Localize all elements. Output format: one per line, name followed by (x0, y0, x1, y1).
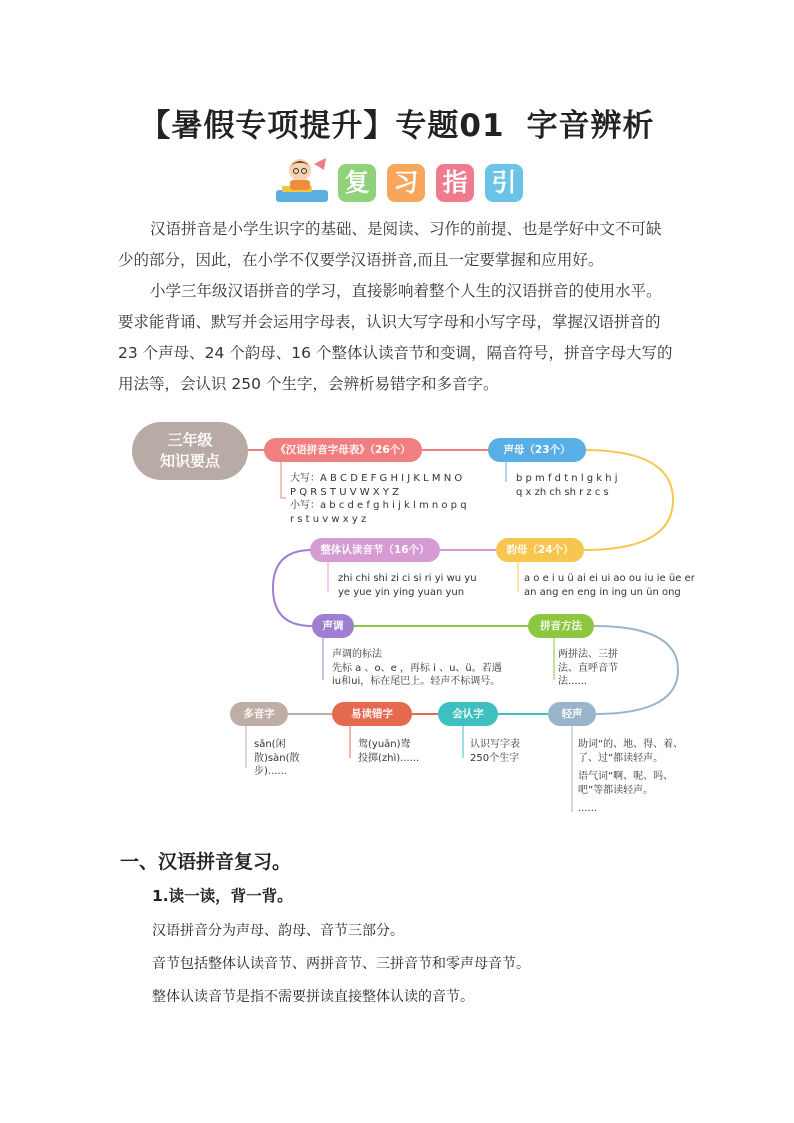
intro-line: 小学三年级汉语拼音的学习，直接影响着整个人生的汉语拼音的使用水平。 (150, 282, 662, 300)
root-line-1: 三年级 (167, 431, 213, 449)
section-subheading: 1.读一读，背一背。 (152, 887, 293, 905)
note-line: 语气词“啊、呢、吗、 (578, 771, 674, 782)
title-number: 01 (459, 108, 505, 144)
note-line: 250个生字 (470, 752, 520, 764)
mindmap-root (132, 422, 248, 480)
intro-line: 23 个声母、24 个韵母、16 个整体认读音节和变调，隔音符号，拼音字母大写的 (118, 344, 673, 362)
node-neutral-tone: 轻声 (548, 702, 596, 726)
node-tones: 声调 (312, 614, 354, 638)
note-line: 法...... (558, 676, 588, 687)
guide-tile-1: 复 (338, 164, 376, 202)
node-method: 拼音方法 (528, 614, 594, 638)
section-line: 整体认读音节是指不需要拼读直接整体认读的音节。 (152, 989, 474, 1005)
note-line: 小写：a b c d e f g h i j k l m n o p q (290, 500, 467, 511)
note-line: q x zh ch sh r z c s (516, 486, 609, 498)
node-mispronounced: 易读错字 (332, 702, 412, 726)
guide-tile-3: 指 (436, 164, 474, 202)
intro-line: 汉语拼音是小学生识字的基础、是阅读、习作的前提、也是学好中文不可缺 (150, 220, 662, 238)
knowledge-mindmap (118, 412, 695, 822)
note-line: 声调的标法 (332, 649, 382, 660)
node-recognize: 会认字 (438, 702, 498, 726)
note-line: 两拼法、三拼 (558, 649, 618, 660)
note-line: 步)...... (254, 766, 287, 777)
note-line: ye yue yin ying yuan yun (338, 586, 465, 598)
note-line: an ang en eng in ing un ün ong (524, 586, 681, 598)
node-initials: 声母（23个） (488, 438, 586, 462)
node-finals: 韵母（24个） (496, 538, 584, 562)
intro-line: 用法等，会认识 250 个生字，会辨析易错字和多音字。 (118, 375, 499, 393)
node-polyphonic: 多音字 (230, 702, 288, 726)
note-tones (332, 648, 502, 689)
guide-tile-2: 习 (387, 164, 425, 202)
section-line: 音节包括整体认读音节、两拼音节、三拼音节和零声母音节。 (152, 956, 530, 972)
page-title (0, 100, 794, 145)
note-mispronounced (358, 738, 419, 765)
note-line: 了、过”都读轻声。 (578, 752, 664, 764)
student-reading-icon (270, 156, 332, 208)
intro-text (118, 214, 688, 400)
note-neutral-tone (578, 738, 683, 816)
note-line: 鸳(yuān)鸯 (358, 739, 411, 750)
note-line: 先标 a 、o、e ，再标 i 、u、ü。若遇 (332, 662, 502, 674)
note-line: 法、直呼音节 (558, 662, 618, 674)
section-heading: 一、汉语拼音复习。 (120, 851, 292, 873)
note-line: r s t u v w x y z (290, 513, 367, 525)
node-whole-syllables: 整体认读音节（16个） (310, 538, 440, 562)
note-recognize (470, 738, 520, 765)
note-polyphonic (254, 738, 299, 779)
note-line: P Q R S T U V W X Y Z (290, 486, 399, 498)
note-line: zhi chi shi zi ci si ri yi wu yu (338, 573, 477, 584)
note-initials (516, 472, 618, 499)
intro-line: 少的部分，因此，在小学不仅要学汉语拼音,而且一定要掌握和应用好。 (118, 251, 604, 269)
note-method (558, 648, 618, 689)
note-line: 大写：A B C D E F G H I J K L M N O (290, 473, 463, 484)
title-main: 【暑假专项提升】专题 (139, 108, 460, 144)
note-line: 吧”等都读轻声。 (578, 784, 654, 796)
note-line: sǎn(闲 (254, 739, 286, 750)
note-line: a o e i u ü ai ei ui ao ou iu ie üe er (524, 573, 695, 584)
section-line: 汉语拼音分为声母、韵母、音节三部分。 (152, 923, 404, 939)
note-alphabet (290, 472, 467, 526)
note-line: ...... (578, 803, 598, 814)
note-line: 认识写字表 (470, 739, 520, 750)
node-alphabet: 《汉语拼音字母表》（26个） (264, 438, 422, 462)
title-topic: 字音辨析 (526, 108, 655, 144)
review-guide-banner (270, 156, 530, 208)
note-finals (524, 572, 695, 599)
note-line: b p m f d t n l g k h j (516, 473, 618, 484)
note-line: 助词“的、地、得、着、 (578, 739, 684, 750)
note-line: iu和ui，标在尾巴上。轻声不标调号。 (332, 676, 501, 687)
root-line-2: 知识要点 (159, 452, 220, 470)
note-line: 投掷(zhì)...... (358, 752, 420, 764)
note-line: 散)sàn(散 (254, 752, 300, 764)
guide-tile-4: 引 (485, 164, 523, 202)
intro-line: 要求能背诵、默写并会运用字母表，认识大写字母和小写字母，掌握汉语拼音的 (118, 313, 661, 331)
note-whole-syllables (338, 572, 477, 599)
